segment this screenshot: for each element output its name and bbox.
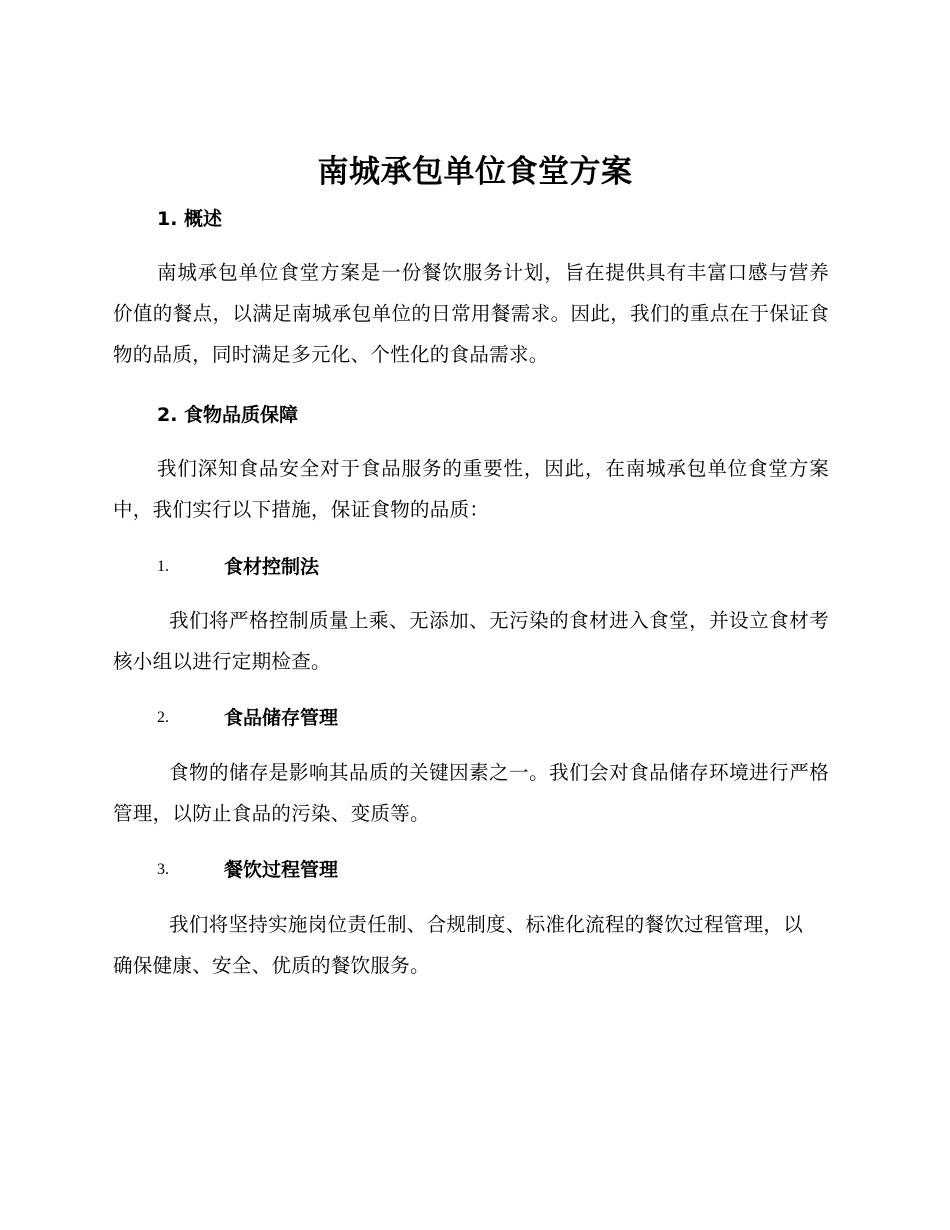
list-item-paragraph: 食物的储存是影响其品质的关键因素之一。我们会对食品储存环境进行严格管理，以防止食品的污染、变质等。	[113, 761, 829, 825]
list-item-title: 餐饮过程管理	[224, 859, 339, 881]
section-heading-overview: 1. 概述	[157, 208, 223, 230]
section-paragraph-overview: 南城承包单位食堂方案是一份餐饮服务计划，旨在提供具有丰富口感与营养价值的餐点，以满足南城承包单位的日常用餐需求。因此，我们的重点在于保证食物的品质，同时满足多元化、个性化的食品需求。	[113, 261, 829, 366]
list-item-title: 食品储存管理	[224, 707, 339, 729]
list-item-paragraph: 我们将严格控制质量上乘、无添加、无污染的食材进入食堂，并设立食材考核小组以进行定期检查。	[113, 609, 829, 673]
list-item-number: 3.	[157, 861, 169, 878]
list-item-heading	[157, 855, 757, 885]
list-item-heading	[157, 703, 757, 733]
document-title: 南城承包单位食堂方案	[317, 154, 633, 190]
list-item-title: 食材控制法	[224, 556, 320, 578]
list-item-number: 2.	[157, 709, 169, 726]
section-paragraph-food-quality: 我们深知食品安全对于食品服务的重要性，因此，在南城承包单位食堂方案中，我们实行以下措施，保证食物的品质：	[113, 457, 829, 521]
list-item-number: 1.	[157, 558, 169, 575]
section-heading-food-quality: 2. 食物品质保障	[157, 404, 299, 426]
list-item-paragraph: 我们将坚持实施岗位责任制、合规制度、标准化流程的餐饮过程管理，以确保健康、安全、优质的餐饮服务。	[113, 913, 803, 977]
list-item-heading	[157, 552, 757, 582]
